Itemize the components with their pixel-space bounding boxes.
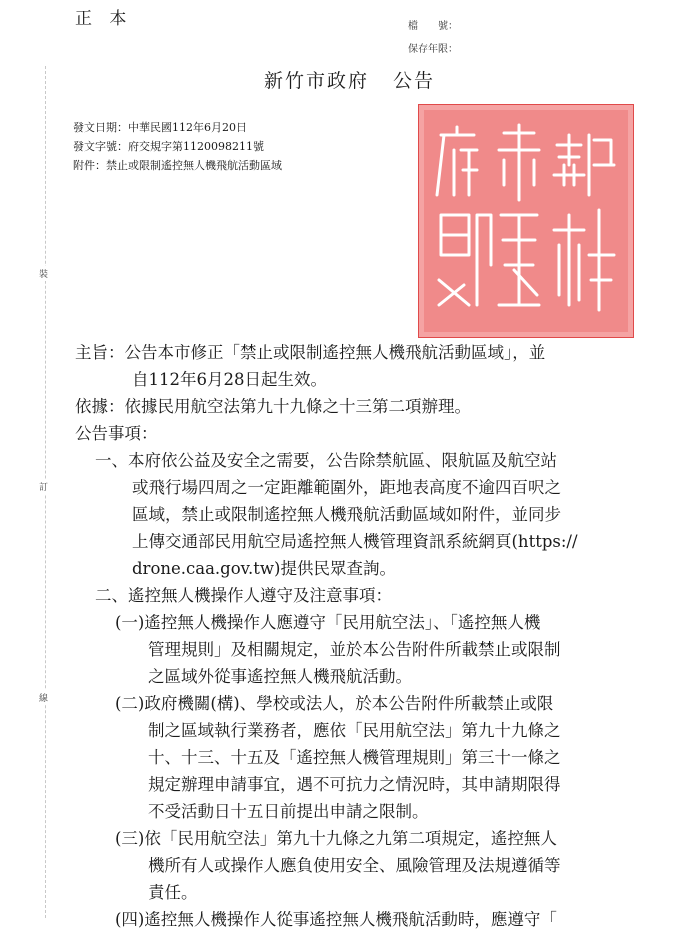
sub-item-1-line-2: 管理規則」及相關規定，並於本公告附件所載禁止或限制 — [148, 640, 561, 659]
sub-item-2-line-3: 十、十三、十五及「遙控無人機管理規則」第三十一條之 — [148, 748, 561, 767]
sub-item-2-line-1: (二)政府機關(構)、學校或法人，於本公告附件所載禁止或限 — [115, 694, 554, 713]
sub-item-4-line-1: (四)遙控無人機操作人從事遙控無人機飛航活動時，應遵守「 — [115, 910, 557, 929]
item-2-heading: 二、遙控無人機操作人遵守及注意事項： — [95, 586, 392, 605]
item-1-line-1: 一、本府依公益及安全之需要，公告除禁航區、限航區及航空站 — [95, 451, 557, 470]
sub-item-1-line-1: (一)遙控無人機操作人應遵守「民用航空法」、「遙控無人機 — [115, 613, 541, 632]
subject-line-2: 自112年6月28日起生效。 — [132, 370, 327, 389]
item-1-line-4: 上傳交通部民用航空局遙控無人機管理資訊系統網頁(https:// — [132, 532, 578, 551]
attachment-note: 附件：禁止或限制遙控無人機飛航活動區域 — [73, 159, 282, 172]
official-seal — [418, 104, 634, 338]
basis-line: 依據：依據民用航空法第九十九條之十三第二項辦理。 — [75, 397, 471, 416]
item-1-line-2: 或飛行場四周之一定距離範圍外，距地表高度不逾四百呎之 — [132, 478, 561, 497]
file-number-label: 檔 號： — [408, 21, 458, 32]
sub-item-3-line-2: 機所有人或操作人應負使用安全、風險管理及法規遵循等 — [148, 856, 561, 875]
subject-line-1: 主旨：公告本市修正「禁止或限制遙控無人機飛航活動區域」，並 — [75, 343, 546, 362]
retention-period-label: 保存年限： — [408, 44, 458, 55]
issue-date: 發文日期：中華民國112年6月20日 — [73, 121, 247, 134]
binding-mark-ding: 訂 — [39, 479, 48, 494]
document-type: 公告 — [393, 70, 436, 92]
seal-image — [419, 105, 633, 337]
item-1-line-3: 區域，禁止或限制遙控無人機飛航活動區域如附件，並同步 — [132, 505, 561, 524]
sub-item-3-line-3: 責任。 — [148, 883, 198, 902]
document-title — [0, 66, 699, 93]
original-copy-label: 正 本 — [75, 9, 133, 29]
sub-item-2-line-2: 制之區域執行業務者，應依「民用航空法」第九十九條之 — [148, 721, 561, 740]
announcement-heading: 公告事項： — [75, 424, 158, 443]
sub-item-2-line-5: 不受活動日十五日前提出申請之限制。 — [148, 802, 429, 821]
issue-number: 發文字號：府交規字第1120098211號 — [73, 140, 264, 153]
sub-item-3-line-1: (三)依「民用航空法」第九十九條之九第二項規定，遙控無人 — [115, 829, 557, 848]
binding-mark-zhuang: 裝 — [39, 266, 48, 281]
binding-mark-xian: 線 — [39, 690, 48, 705]
sub-item-2-line-4: 規定辦理申請事宜，遇不可抗力之情況時，其申請期限得 — [148, 775, 561, 794]
item-1-line-5: drone.caa.gov.tw)提供民眾查詢。 — [132, 559, 396, 578]
agency-name: 新竹市政府 — [263, 70, 369, 92]
sub-item-1-line-3: 之區域外從事遙控無人機飛航活動。 — [148, 667, 412, 686]
